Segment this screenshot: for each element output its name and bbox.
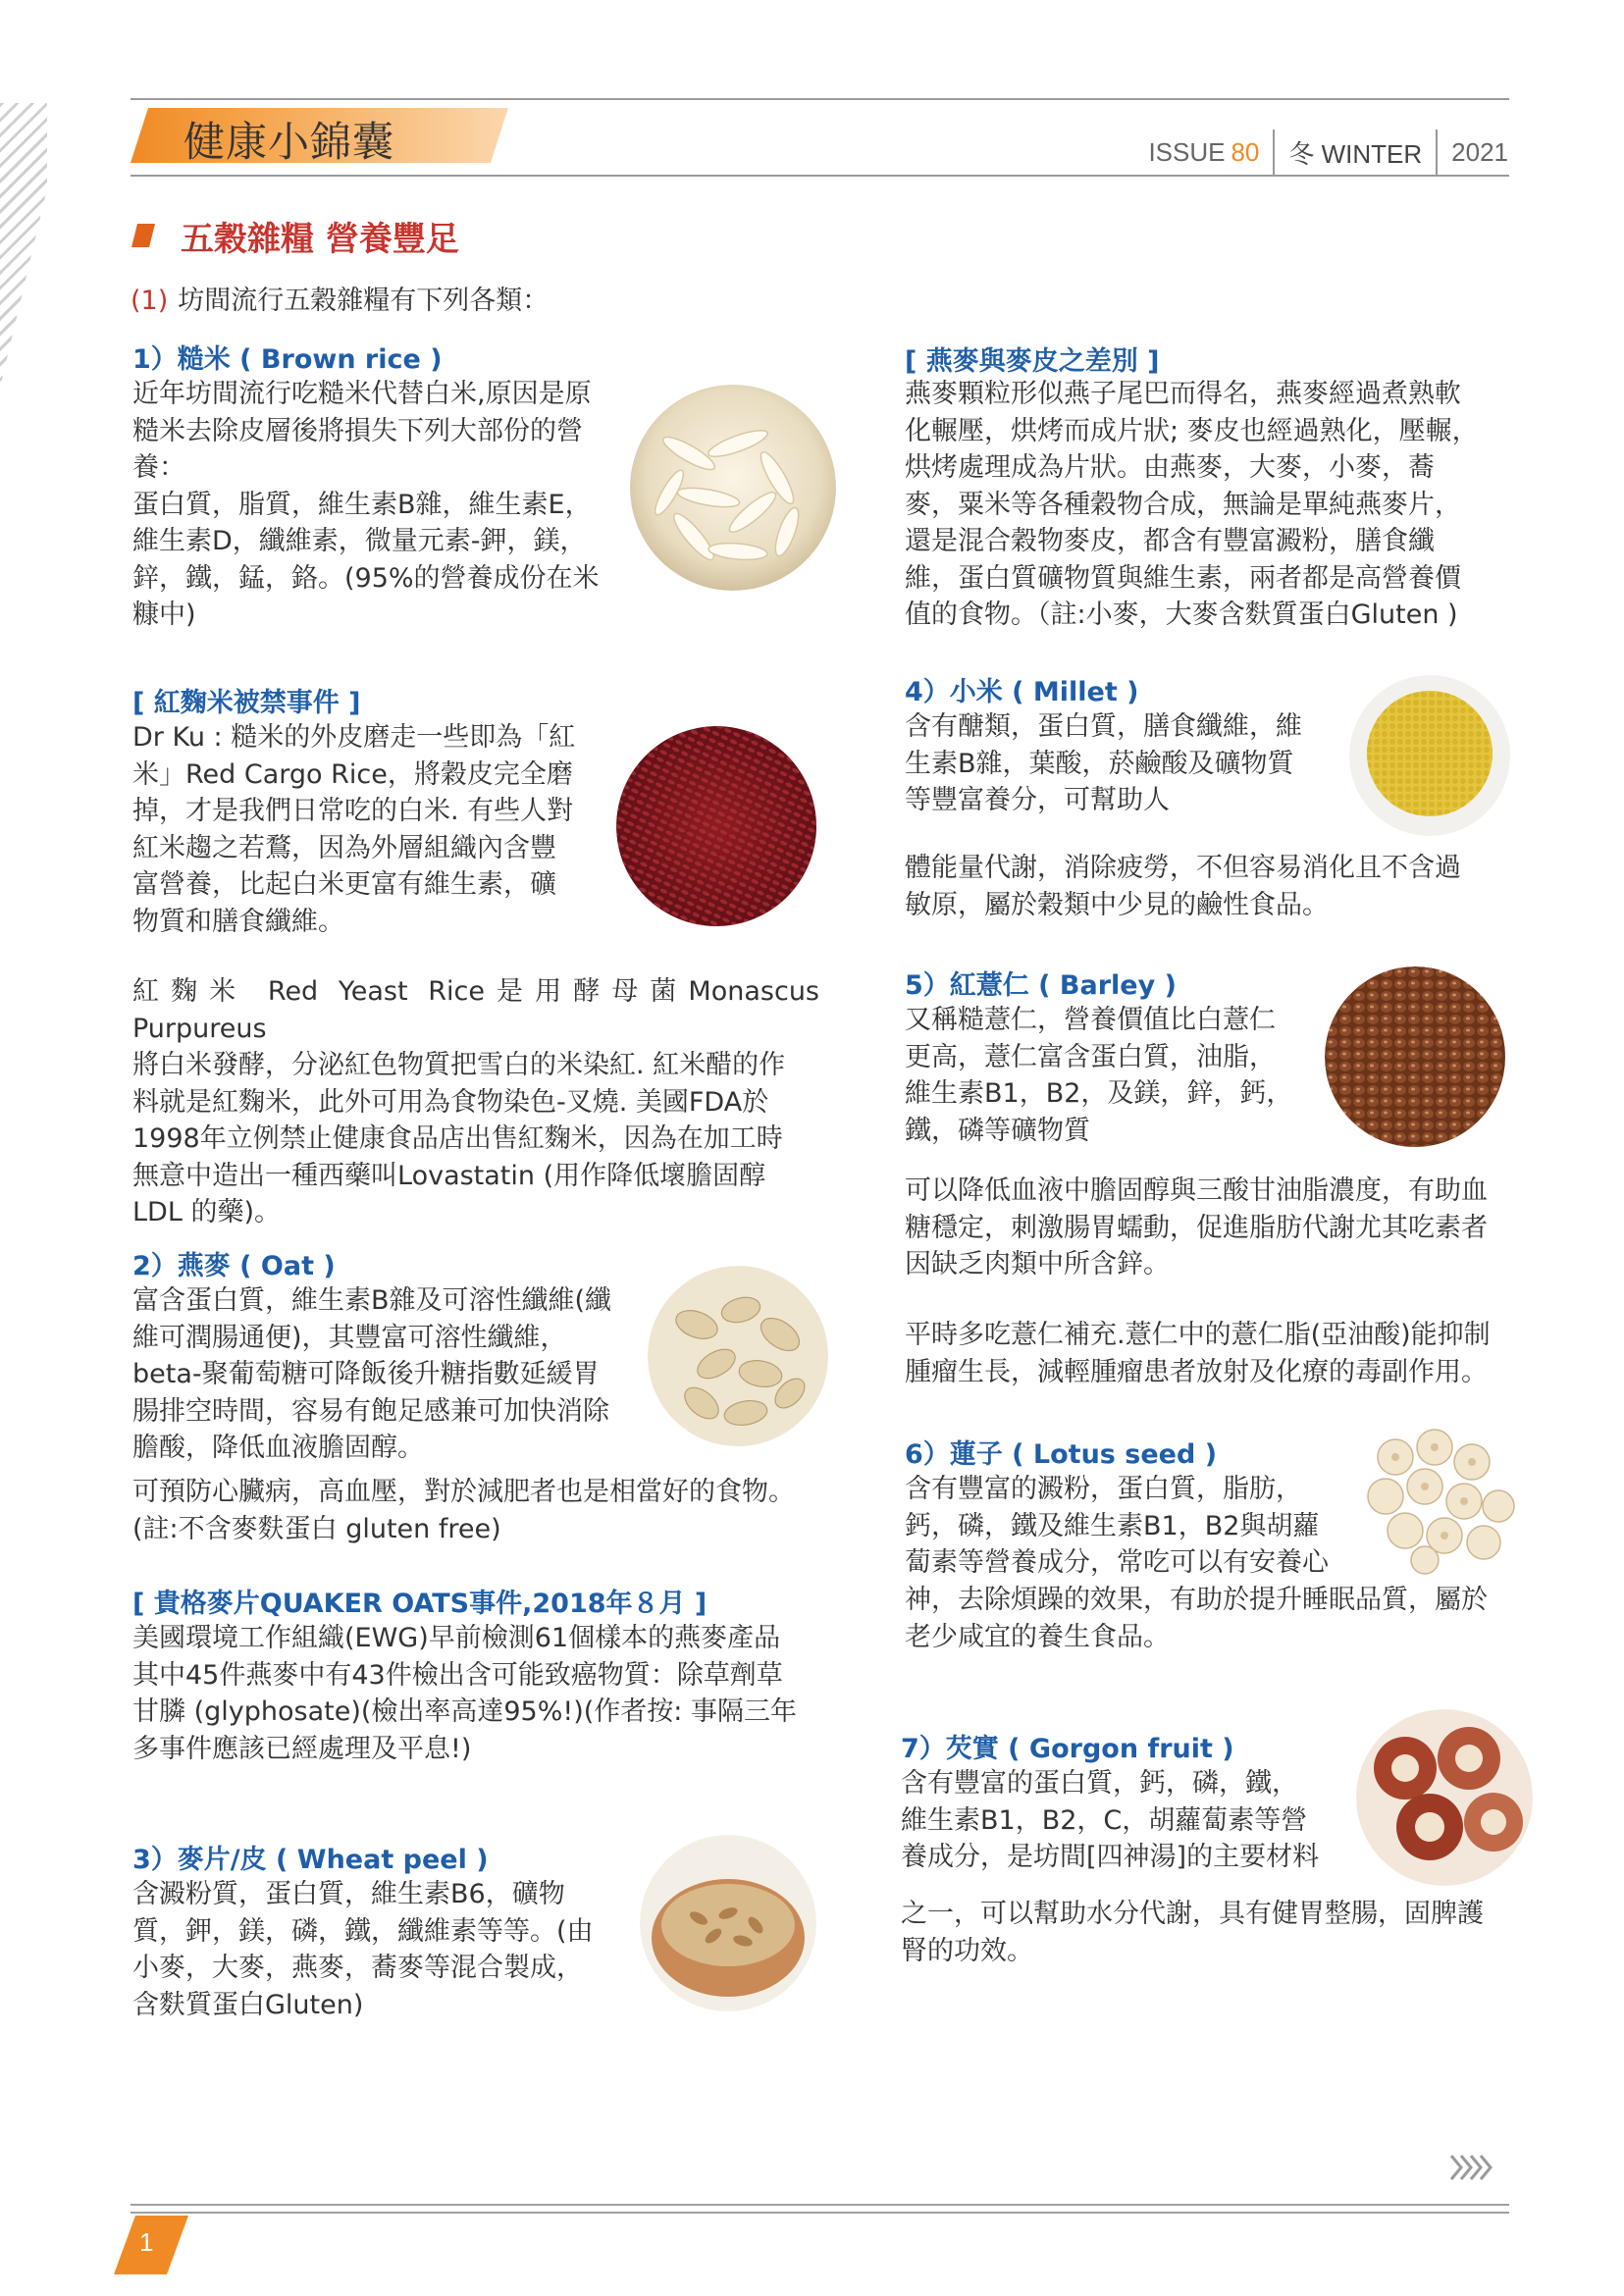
intro-text: 坊間流行五穀雜糧有下列各類： (178, 286, 550, 316)
footer-rule (131, 2212, 1509, 2214)
lotus-image (1356, 1413, 1518, 1575)
gorgon-title: 7）芡實 ( Gorgon fruit ) (901, 1734, 1234, 1764)
lotus-title: 6）蓮子 ( Lotus seed ) (905, 1439, 1218, 1470)
lotus-body: 含有豐富的澱粉，蛋白質，脂肪， 鈣，磷，鐵及維生素B1，B2與胡蘿 蔔素等營養成分，常吃可以有安養心 (905, 1474, 1329, 1578)
gorgon-image (1356, 1709, 1533, 1886)
red-rice-title: [ 紅麴米被禁事件 ] (132, 688, 361, 718)
wheat-title: 3）麥片/皮 ( Wheat peel ) (132, 1845, 489, 1875)
wheat-image (640, 1835, 816, 2011)
oat-vs-wheat-body: 燕麥顆粒形似燕子尾巴而得名，燕麥經過煮熟軟 化輾壓，烘烤而成片狀; 麥皮也經過熟化，壓輾， 烘烤處理成為片狀。由燕麥，大麥，小麥，蕎 麥，粟米等各種穀物合成，無論是單純燕麥片， 還是混合穀物麥皮，都含有豐富澱粉，膳食纖 維，蛋白質礦物質與維生素，兩者都是高營養價 值的食物。（註:小麥，大麥含麩質蛋白Gluten ) (905, 379, 1479, 630)
section-marker-icon (131, 224, 155, 247)
section-title: 五穀雜糧 營養豐足 (181, 220, 459, 259)
footer-rule (131, 2204, 1509, 2206)
issue-label: ISSUE (1148, 136, 1226, 167)
barley-body-more: 平時多吃薏仁補充.薏仁中的薏仁脂(亞油酸)能抑制 腫瘤生長，減輕腫瘤患者放射及化療的毒副作用。 (905, 1320, 1491, 1387)
red-rice-body: Dr Ku : 糙米的外皮磨走一些即為「紅 米」Red Cargo Rice，將穀皮完全磨 掉，才是我們日常吃的白米. 有些人對 紅米趨之若鶩，因為外層組織內含豐 富營養，比起白米更富有維生素，礦 物質和膳食纖維。 (132, 722, 576, 937)
brown-rice-body: 近年坊間流行吃糙米代替白米,原因是原 糙米去除皮層後將損失下列大部份的營 養： 蛋白質，脂質，維生素B雜，維生素E， 維生素D，纖維素，微量元素-鉀，鎂， 鋅，鐵，錳，鉻。(95%的營養成份在米 糠中) (132, 379, 600, 630)
millet-body: 含有醣類，蛋白質，膳食纖維，維 生素B雜，葉酸，菸鹼酸及礦物質 等豐富養分，可幫助人 (905, 711, 1302, 815)
red-yeast-rice-body: 紅麴米 Red Yeast Rice是用酵母菌Monascus Purpureus 將白米發酵，分泌紅色物質把雪白的米染紅. 紅米醋的作 料就是紅麴米，此外可用為食物染色-叉燒. 美國FDA於 1998年立例禁止健康食品店出售紅麴米，因為在加工時 無意中造出一種西藥叫Lovastatin (用作降低壞膽固醇 LDL 的藥)。 (132, 976, 819, 1227)
issue-info (1148, 130, 1508, 175)
header-title: 健康小錦囊 (183, 118, 395, 166)
millet-title: 4）小米 ( Millet ) (905, 677, 1139, 707)
oat-image (648, 1266, 829, 1447)
issue-season: 冬 WINTER (1288, 138, 1423, 169)
millet-body-continued: 體能量代謝，消除疲勞，不但容易消化且不含過 敏原，屬於穀類中少見的鹼性食品。 (905, 853, 1461, 920)
intro-number: (1) (131, 286, 169, 316)
barley-title: 5）紅薏仁 ( Barley ) (905, 970, 1177, 1001)
issue-separator (1273, 130, 1275, 175)
wheat-body: 含澱粉質，蛋白質，維生素B6，礦物 質，鉀，鎂，磷，鐵，纖維素等等。(由 小麥，大麥，燕麥，蕎麥等混合製成， 含麩質蛋白Gluten) (132, 1879, 594, 2020)
issue-year: 2021 (1451, 136, 1508, 167)
double-chevron-right-icon[interactable] (1447, 2152, 1502, 2187)
oat-vs-wheat-title: [ 燕麥與麥皮之差別 ] (905, 346, 1160, 377)
barley-body: 又稱糙薏仁，營養價值比白薏仁 更高，薏仁富含蛋白質，油脂， 維生素B1，B2，及鎂，鋅，鈣， 鐵，磷等礦物質 (905, 1005, 1293, 1146)
page-number: 1 (139, 2227, 154, 2257)
decorative-hatch (0, 103, 47, 388)
lotus-body-continued: 神，去除煩躁的效果，有助於提升睡眠品質，屬於 老少咸宜的養生食品。 (905, 1585, 1488, 1652)
brown-rice-image (630, 385, 836, 591)
millet-image (1349, 675, 1511, 837)
barley-body-continued: 可以降低血液中膽固醇與三酸甘油脂濃度，有助血 糖穩定，刺激腸胃蠕動，促進脂肪代謝尤其吃素者 因缺乏肉類中所含鋅。 (905, 1175, 1488, 1279)
header-bottom-rule (131, 175, 1509, 177)
gorgon-body: 含有豐富的蛋白質，鈣，磷，鐵， 維生素B1，B2，C，胡蘿蔔素等營 養成分，是坊間[四神湯]的主要材料 (901, 1768, 1320, 1872)
quaker-title: [ 貴格麥片QUAKER OATS事件,2018年８月 ] (132, 1589, 707, 1619)
quaker-body: 美國環境工作組織(EWG)早前檢測61個樣本的燕麥產品 其中45件燕麥中有43件檢出含可能致癌物質：除草劑草 甘膦 (glyphosate)(檢出率高達95%!)(作者按: 事隔三年 多事件應該已經處理及平息!) (132, 1623, 797, 1764)
issue-number: 80 (1231, 136, 1260, 167)
barley-image (1325, 966, 1506, 1148)
header-top-rule (131, 98, 1509, 100)
brown-rice-title: 1）糙米 ( Brown rice ) (132, 344, 443, 375)
issue-separator (1436, 130, 1438, 175)
oat-body-continued: 可預防心臟病，高血壓，對於減肥者也是相當好的食物。 (註:不含麥麩蛋白 gluten free) (132, 1477, 795, 1544)
section-intro (131, 279, 549, 317)
red-rice-image (616, 726, 817, 927)
oat-title: 2）燕麥 ( Oat ) (132, 1251, 336, 1281)
oat-body: 富含蛋白質，維生素B雜及可溶性纖維(纖 維可潤腸通便)，其豐富可溶性纖維， beta-聚葡萄糖可降飯後升糖指數延緩胃 腸排空時間，容易有飽足感兼可加快消除 膽酸，降低血液膽固醇。 (132, 1285, 612, 1463)
gorgon-body-continued: 之一，可以幫助水分代謝，具有健胃整腸，固脾護 腎的功效。 (901, 1899, 1484, 1966)
